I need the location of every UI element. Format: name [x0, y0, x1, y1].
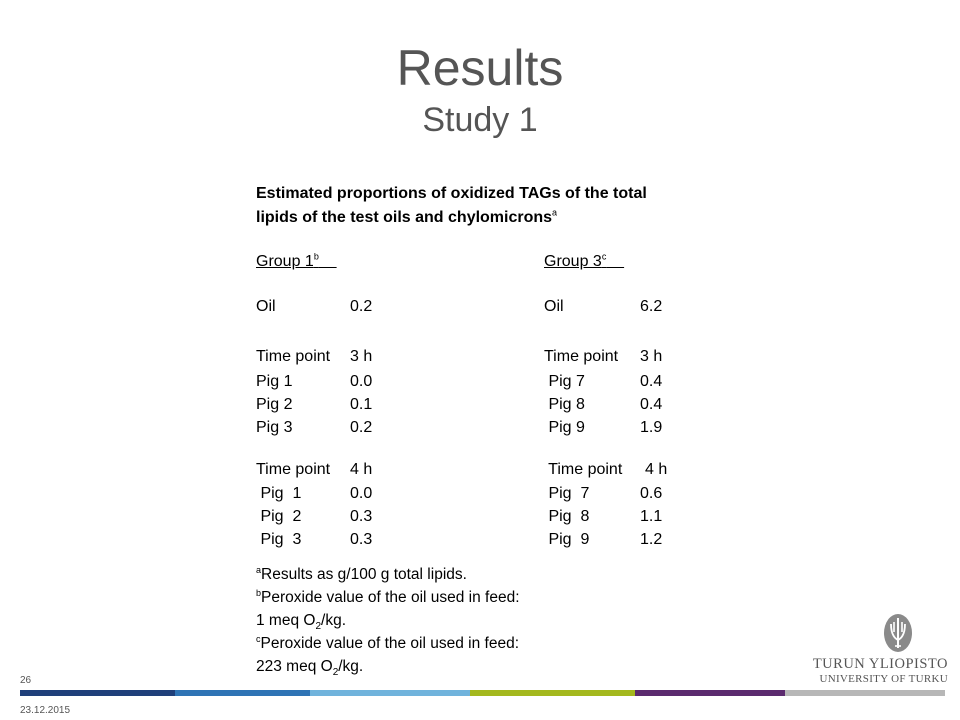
group3-title-text: Group 3: [544, 253, 602, 270]
footnote-b-line2: [256, 609, 676, 632]
heading-line-2-text: lipids of the test oils and chylomicrons: [256, 209, 553, 226]
footnote-c-line2-post: /kg.: [338, 658, 364, 675]
footnotes: [256, 563, 676, 678]
group1-time4-label: Time point: [256, 461, 331, 478]
footnote-b-mark: b: [256, 587, 262, 598]
group3-t3-pig: Pig 7: [544, 373, 585, 390]
group1-oil-value: 0.2: [350, 298, 373, 315]
group3-t3-value: 0.4: [640, 373, 663, 390]
footer-bar-segment: [310, 690, 470, 696]
group3-oil-value: 6.2: [640, 298, 663, 315]
group3-t3-pig: Pig 8: [544, 396, 585, 413]
footer-bar-segment: [470, 690, 635, 696]
group1-t4-value: 0.3: [350, 531, 373, 548]
logo-name-english: UNIVERSITY OF TURKU: [819, 673, 948, 685]
footnote-c-line2-pre: 223 meq O: [256, 658, 333, 675]
footnote-b-line2-post: /kg.: [321, 612, 346, 629]
footer-bar-segment: [635, 690, 785, 696]
slide-date: 23.12.2015: [20, 705, 71, 716]
group1-time3-value: 3 h: [350, 348, 373, 365]
group3-t4-pig: Pig 9: [544, 531, 590, 548]
heading-line-2: [256, 206, 736, 230]
footnote-a: [256, 563, 676, 586]
table-heading: [256, 182, 736, 230]
footnote-a-text: Results as g/100 g total lipids.: [261, 566, 467, 583]
group3-t4-value: 1.2: [640, 531, 663, 548]
group3-t3-value: 0.4: [640, 396, 663, 413]
university-emblem-icon: [880, 612, 916, 654]
footer-bar-segment: [20, 690, 175, 696]
group1-t3-value: 0.1: [350, 396, 373, 413]
group3-t4-value: 1.1: [640, 508, 663, 525]
heading-line-1: Estimated proportions of oxidized TAGs of the total: [256, 185, 647, 202]
group1-title-text: Group 1: [256, 253, 314, 270]
group1-t4-pig: Pig 3: [256, 531, 302, 548]
group1-t3-pig: Pig 2: [256, 396, 293, 413]
group1-t4-pig: Pig 1: [256, 485, 302, 502]
group1-title: [256, 252, 337, 272]
group3-t4-pig: Pig 7: [544, 485, 590, 502]
group3-time3-value: 3 h: [640, 348, 663, 365]
group1-t4-pig: Pig 2: [256, 508, 302, 525]
group1-t3-pig: Pig 1: [256, 373, 293, 390]
group3-oil-label: Oil: [544, 298, 564, 315]
group1-footnote-mark: b: [313, 251, 319, 262]
footnote-a-mark: a: [256, 564, 262, 575]
group1-t4-value: 0.3: [350, 508, 373, 525]
group1-oil-label: Oil: [256, 298, 276, 315]
footnote-b-text: Peroxide value of the oil used in feed:: [261, 589, 520, 606]
group1-t3-value: 0.0: [350, 373, 373, 390]
slide-subtitle: Study 1: [422, 101, 538, 139]
group3-time3-label: Time point: [544, 348, 619, 365]
footnote-b-subscript: 2: [315, 621, 322, 633]
group1-t3-value: 0.2: [350, 419, 373, 436]
group3-t4-value: 0.6: [640, 485, 663, 502]
heading-footnote-mark: a: [552, 207, 558, 218]
footnote-b: [256, 586, 676, 609]
group1-time3-label: Time point: [256, 348, 331, 365]
slide-number: 26: [20, 675, 32, 686]
slide-title: Results: [396, 40, 564, 96]
group3-t4-pig: Pig 8: [544, 508, 590, 525]
group1-t4-value: 0.0: [350, 485, 373, 502]
university-logo: [788, 612, 948, 692]
footer-bar-segment: [175, 690, 310, 696]
group3-t3-value: 1.9: [640, 419, 663, 436]
footnote-c: [256, 632, 676, 655]
group1-time4-value: 4 h: [350, 461, 373, 478]
group3-time4-label: Time point: [544, 461, 623, 478]
logo-name-finnish: TURUN YLIOPISTO: [812, 656, 948, 672]
group1-t3-pig: Pig 3: [256, 419, 293, 436]
group3-footnote-mark: c: [601, 251, 607, 262]
footnote-c-line2: [256, 655, 676, 678]
footnote-c-text: Peroxide value of the oil used in feed:: [260, 635, 520, 652]
footnote-b-line2-pre: 1 meq O: [256, 612, 316, 629]
footnote-c-mark: c: [256, 633, 261, 644]
footnote-c-subscript: 2: [332, 667, 339, 679]
group3-t3-pig: Pig 9: [544, 419, 585, 436]
group3-title: [544, 252, 624, 272]
group3-time4-value: 4 h: [645, 461, 668, 478]
